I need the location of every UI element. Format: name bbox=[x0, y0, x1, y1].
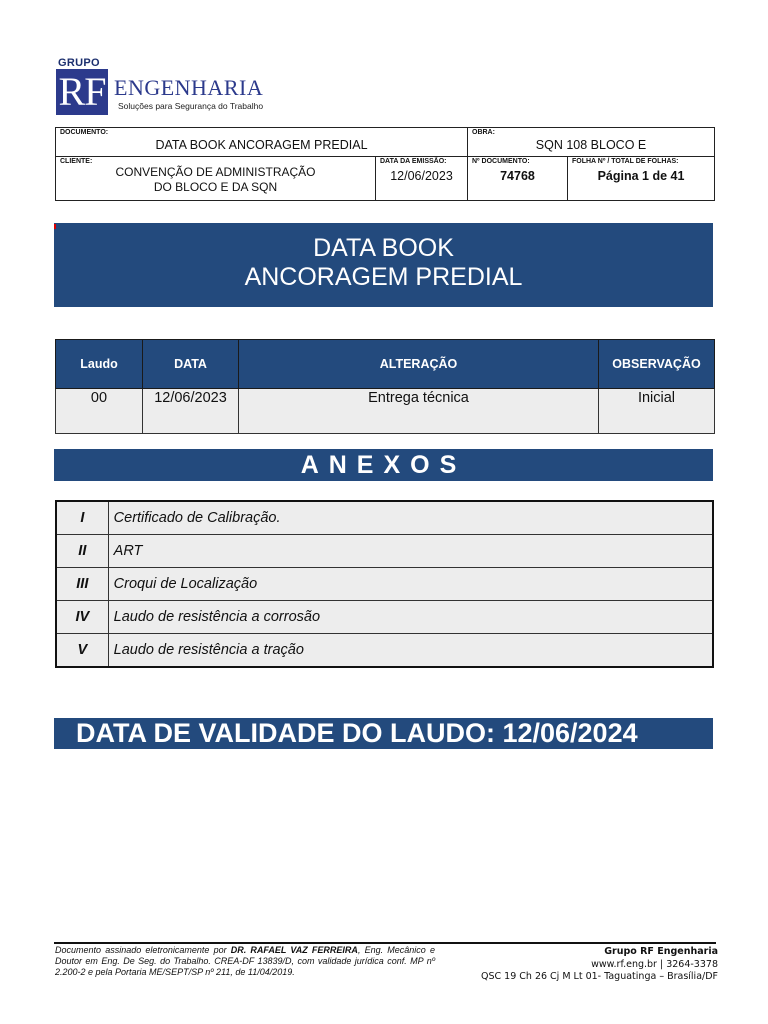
anexo-number: V bbox=[56, 634, 108, 668]
numero-value: 74768 bbox=[500, 169, 535, 183]
numero-cell bbox=[468, 157, 568, 201]
obra-label: OBRA: bbox=[472, 129, 495, 136]
emissao-value: 12/06/2023 bbox=[390, 169, 453, 183]
red-marker bbox=[54, 224, 56, 229]
footer-note-pre: Documento assinado eletronicamente por bbox=[55, 945, 231, 955]
footer-divider bbox=[54, 942, 716, 944]
footer-address: QSC 19 Ch 26 Cj M Lt 01- Taguatinga – Brasília/DF bbox=[481, 971, 718, 982]
footer-note-post: , Eng. Mecânico e Doutor em Eng. De Seg. do Trabalho. CREA-DF 13839/D, com validade jurídica conf. MP nº 2.200-2 e pela Portaria ME/SEPT/SP nº 211, de 11/04/2019. bbox=[55, 945, 435, 977]
logo-tagline: Soluções para Segurança do Trabalho bbox=[118, 101, 264, 111]
obra-cell bbox=[468, 128, 715, 157]
footer-signature-note bbox=[55, 945, 435, 978]
rev-header-data: DATA bbox=[143, 340, 239, 389]
table-row bbox=[56, 535, 713, 568]
table-row bbox=[56, 634, 713, 668]
table-row bbox=[56, 601, 713, 634]
validity-banner: DATA DE VALIDADE DO LAUDO: 12/06/2024 bbox=[54, 718, 713, 749]
document-header-table bbox=[55, 127, 715, 201]
cliente-cell bbox=[56, 157, 376, 201]
obra-value: SQN 108 BLOCO E bbox=[535, 138, 647, 152]
logo-grupo-text: GRUPO bbox=[58, 57, 100, 69]
title-line2: ANCORAGEM PREDIAL bbox=[244, 263, 523, 291]
logo-company-name: ENGENHARIA bbox=[114, 75, 264, 100]
anexo-number: III bbox=[56, 568, 108, 601]
anexo-text: Certificado de Calibração. bbox=[108, 501, 713, 535]
documento-value: DATA BOOK ANCORAGEM PREDIAL bbox=[155, 138, 368, 152]
cliente-label: CLIENTE: bbox=[60, 158, 93, 165]
table-row bbox=[56, 501, 713, 535]
rev-cell-data: 12/06/2023 bbox=[143, 389, 239, 434]
footer-company-name: Grupo RF Engenharia bbox=[604, 946, 718, 957]
folha-cell bbox=[568, 157, 715, 201]
folha-value: Página 1 de 41 bbox=[597, 169, 685, 183]
anexo-number: IV bbox=[56, 601, 108, 634]
table-row bbox=[56, 389, 715, 434]
cliente-value-line1: CONVENÇÃO DE ADMINISTRAÇÃO bbox=[115, 165, 316, 179]
cliente-value-line2: DO BLOCO E DA SQN bbox=[153, 180, 278, 194]
footer-contact: www.rf.eng.br | 3264-3378 bbox=[591, 958, 718, 970]
footer-signer-name: DR. RAFAEL VAZ FERREIRA bbox=[230, 945, 358, 955]
logo-mark: RF bbox=[56, 69, 108, 115]
documento-cell bbox=[56, 128, 468, 157]
anexo-number: I bbox=[56, 501, 108, 535]
rev-header-observacao: OBSERVAÇÃO bbox=[599, 340, 715, 389]
rev-header-alteracao: ALTERAÇÃO bbox=[239, 340, 599, 389]
folha-label: FOLHA Nº / TOTAL DE FOLHAS: bbox=[572, 158, 679, 165]
anexo-text: Croqui de Localização bbox=[108, 568, 713, 601]
numero-label: Nº DOCUMENTO: bbox=[472, 158, 530, 165]
emissao-cell bbox=[376, 157, 468, 201]
revision-table bbox=[55, 339, 715, 434]
rev-header-laudo: Laudo bbox=[56, 340, 143, 389]
title-line1: DATA BOOK bbox=[313, 234, 454, 262]
rev-cell-alteracao: Entrega técnica bbox=[239, 389, 599, 434]
footer-company-block bbox=[420, 946, 718, 984]
title-banner bbox=[54, 223, 713, 307]
documento-label: DOCUMENTO: bbox=[60, 129, 109, 136]
anexos-banner: ANEXOS bbox=[54, 449, 713, 481]
anexo-text: Laudo de resistência a tração bbox=[108, 634, 713, 668]
rev-cell-observacao: Inicial bbox=[599, 389, 715, 434]
anexo-text: Laudo de resistência a corrosão bbox=[108, 601, 713, 634]
rev-cell-laudo: 00 bbox=[56, 389, 143, 434]
anexos-table bbox=[55, 500, 714, 668]
anexo-number: II bbox=[56, 535, 108, 568]
table-row bbox=[56, 568, 713, 601]
anexo-text: ART bbox=[108, 535, 713, 568]
emissao-label: DATA DA EMISSÃO: bbox=[380, 158, 447, 165]
